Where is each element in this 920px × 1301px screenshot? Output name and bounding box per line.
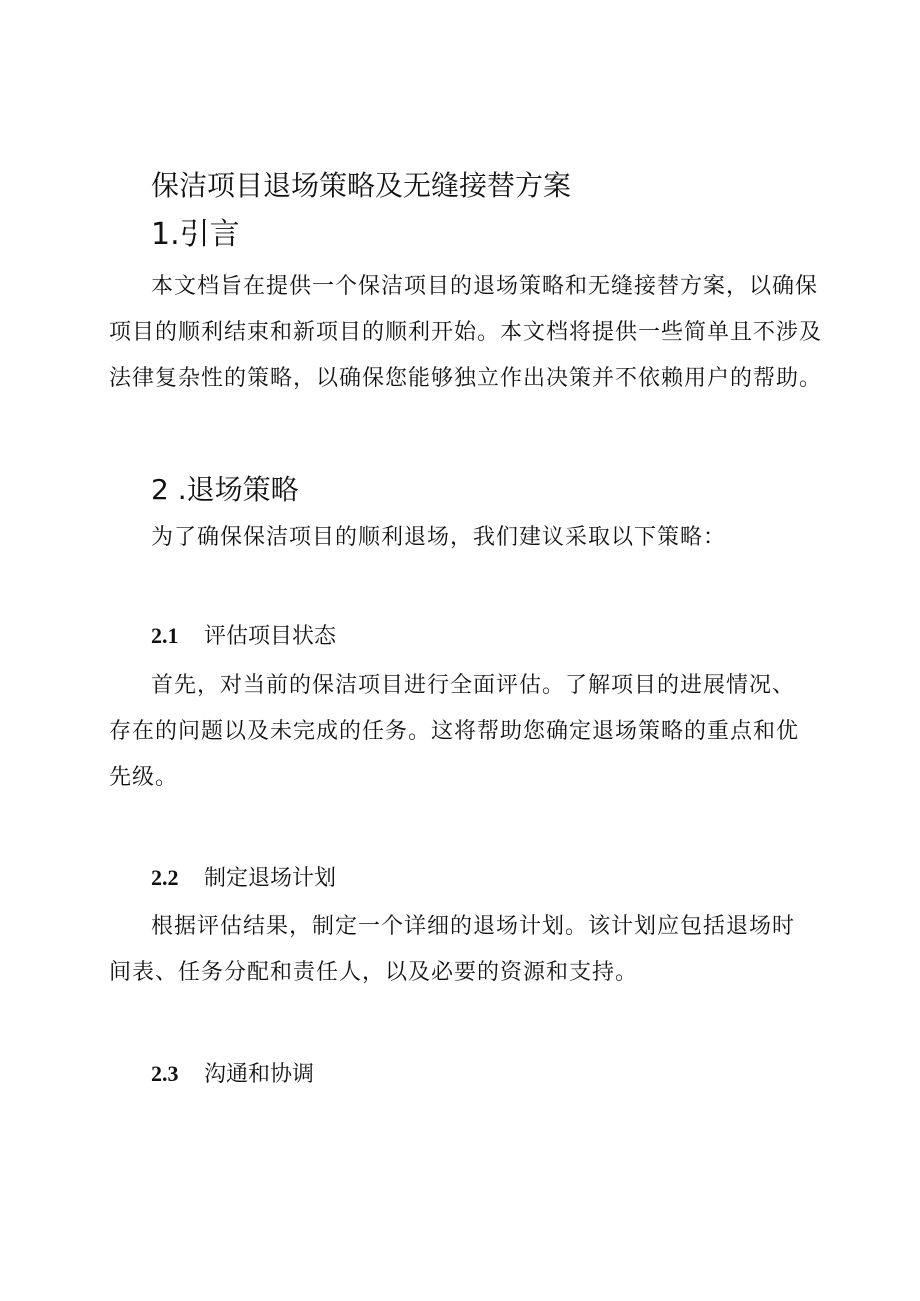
subsection-number: 2.3 — [151, 1061, 179, 1086]
subsection-2-2-heading — [151, 862, 336, 895]
paragraph-line: 首先，对当前的保洁项目进行全面评估。了解项目的进展情况、 — [151, 673, 796, 698]
subsection-2-3-heading — [151, 1058, 314, 1091]
subsection-2-1-paragraph — [109, 663, 799, 801]
paragraph-line: 项目的顺利结束和新项目的顺利开始。本文档将提供一些简单且不涉及 — [109, 320, 823, 345]
section-1-paragraph — [109, 264, 822, 402]
paragraph-line: 先级。 — [109, 765, 179, 790]
section-2-heading: 2 .退场策略 — [151, 473, 299, 506]
subsection-2-1-heading — [151, 620, 336, 653]
subsection-title: 制定退场计划 — [204, 866, 337, 891]
subsection-number: 2.1 — [151, 623, 179, 648]
paragraph-line: 为了确保保洁项目的顺利退场，我们建议采取以下策略： — [151, 525, 727, 550]
paragraph-line: 法律复杂性的策略，以确保您能够独立作出决策并不依赖用户的帮助。 — [109, 366, 823, 391]
paragraph-line: 存在的问题以及未完成的任务。这将帮助您确定退场策略的重点和优 — [109, 719, 800, 744]
paragraph-line: 根据评估结果，制定一个详细的退场计划。该计划应包括退场时 — [151, 914, 796, 939]
section-2-intro — [151, 515, 726, 561]
section-1-heading: 1.引言 — [151, 217, 240, 252]
subsection-title: 沟通和协调 — [204, 1062, 315, 1087]
paragraph-line: 间表、任务分配和责任人，以及必要的资源和支持。 — [109, 960, 639, 985]
paragraph-line: 本文档旨在提供一个保洁项目的退场策略和无缝接替方案，以确保 — [151, 274, 819, 299]
subsection-2-2-paragraph — [109, 904, 795, 996]
document-title: 保洁项目退场策略及无缝接替方案 — [151, 169, 572, 202]
subsection-number: 2.2 — [151, 865, 179, 890]
subsection-title: 评估项目状态 — [204, 624, 337, 649]
